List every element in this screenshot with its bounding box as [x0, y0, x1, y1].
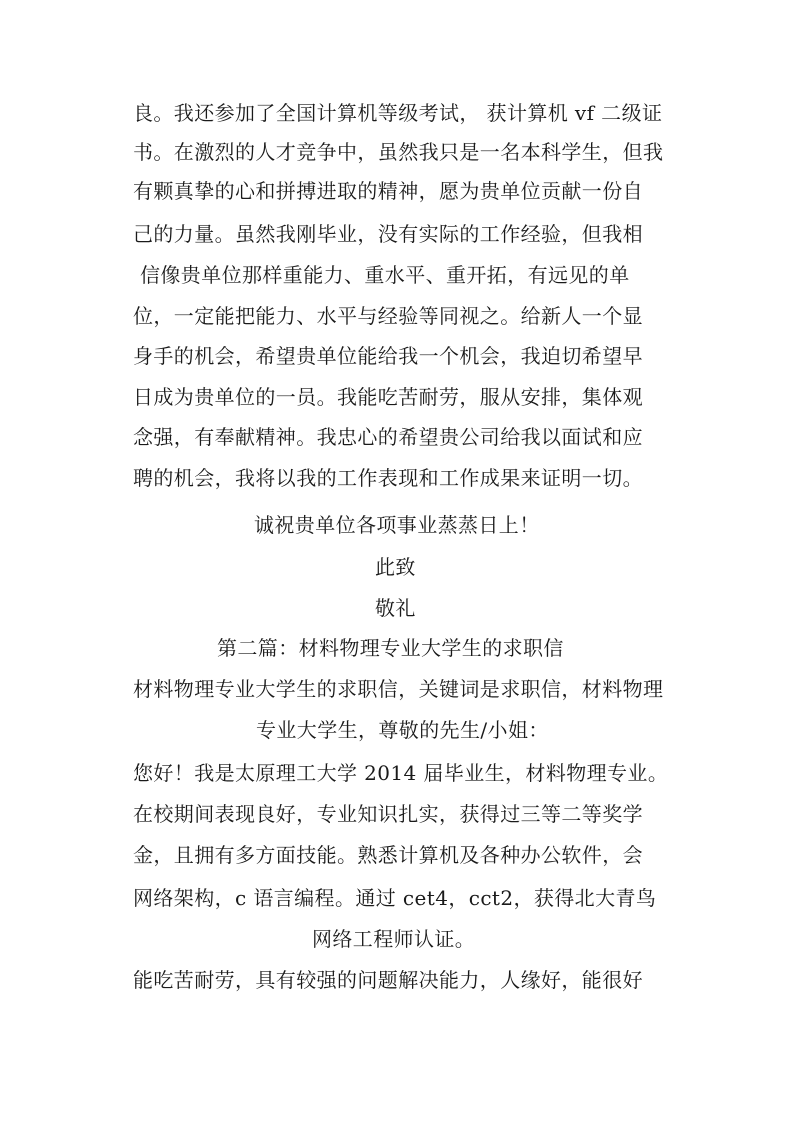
text-line: 良。我还参加了全国计算机等级考试， 获计算机 vf 二级证 — [133, 101, 663, 125]
text-line: 金，且拥有多方面技能。熟悉计算机及各种办公软件，会 — [133, 843, 643, 867]
text-line: 书。在激烈的人才竞争中，虽然我只是一名本科学生，但我 — [133, 140, 664, 164]
text-line: 日成为贵单位的一员。我能吃苦耐劳，服从安排，集体观 — [133, 385, 643, 409]
text-line: 己的力量。虽然我刚毕业，没有实际的工作经验，但我相 — [133, 222, 643, 246]
text-line: 有颗真挚的心和拼搏进取的精神，愿为贵单位贡献一份自 — [133, 179, 643, 203]
text-line: 您好！我是太原理工大学 2014 届毕业生，材料物理专业。 — [133, 761, 669, 785]
text-line: 专业大学生，尊敬的先生/小姐： — [256, 718, 549, 742]
salutation-jingli: 敬礼 — [375, 596, 416, 620]
text-line: 材料物理专业大学生的求职信，关键词是求职信，材料物理 — [133, 677, 664, 701]
salutation-cizhi: 此致 — [375, 555, 416, 579]
text-line: 身手的机会，希望贵单位能给我一个机会，我迫切希望早 — [133, 344, 643, 368]
text-line: 念强，有奉献精神。我忠心的希望贵公司给我以面试和应 — [133, 425, 643, 449]
text-line: 能吃苦耐劳，具有较强的问题解决能力，人缘好，能很好 — [133, 968, 643, 992]
text-line: 网络架构，c 语言编程。通过 cet4，cct2，获得北大青鸟 — [133, 886, 657, 910]
text-line: 网络工程师认证。 — [312, 927, 476, 951]
text-line: 位，一定能把能力、水平与经验等同视之。给新人一个显 — [133, 304, 643, 328]
closing-wish: 诚祝贵单位各项事业蒸蒸日上！ — [254, 513, 540, 537]
section-heading: 第二篇：材料物理专业大学生的求职信 — [217, 636, 564, 660]
text-line: 信像贵单位那样重能力、重水平、重开拓，有远见的单 — [140, 263, 630, 287]
text-line: 聘的机会，我将以我的工作表现和工作成果来证明一切。 — [133, 466, 643, 490]
text-line: 在校期间表现良好，专业知识扎实，获得过三等二等奖学 — [133, 802, 643, 826]
